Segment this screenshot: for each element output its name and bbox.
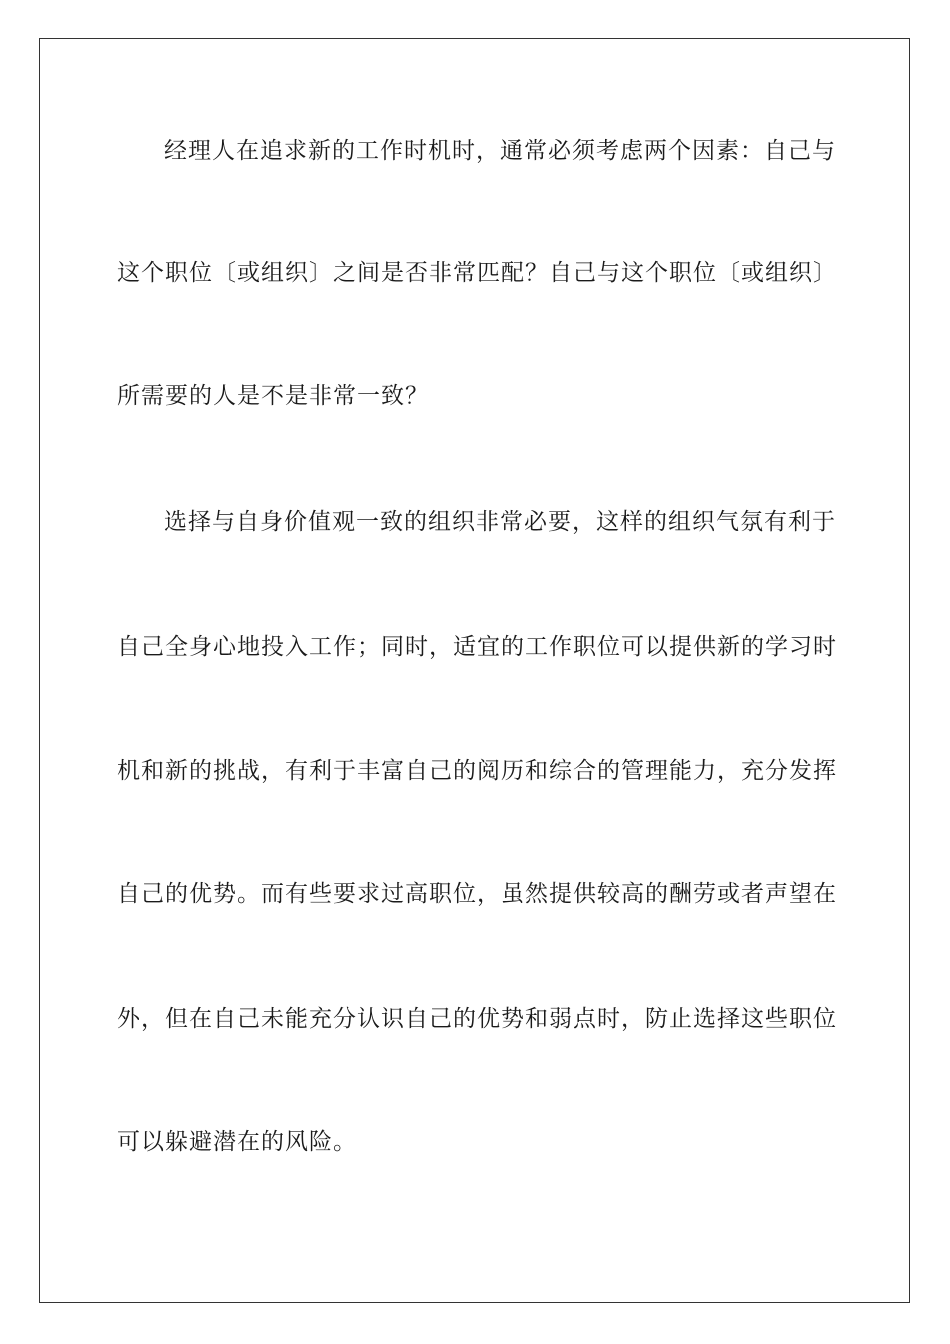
paragraph-line: 选择与自身价值观一致的组织非常必要，这样的组织气氛有利于 — [164, 509, 836, 535]
paragraph-line: 外，但在自己未能充分认识自己的优势和弱点时，防止选择这些职位 — [117, 1006, 837, 1032]
paragraph-line: 这个职位〔或组织〕之间是否非常匹配？自己与这个职位〔或组织〕 — [117, 260, 837, 286]
paragraph-line: 机和新的挑战，有利于丰富自己的阅历和综合的管理能力，充分发挥 — [117, 758, 837, 784]
page-border — [39, 38, 910, 1303]
paragraph-line: 经理人在追求新的工作时机时，通常必须考虑两个因素：自己与 — [164, 138, 836, 164]
paragraph-line: 自己全身心地投入工作；同时，适宜的工作职位可以提供新的学习时 — [117, 634, 837, 660]
paragraph-line: 自己的优势。而有些要求过高职位，虽然提供较高的酬劳或者声望在 — [117, 881, 837, 907]
paragraph-line: 可以躲避潜在的风险。 — [117, 1129, 357, 1155]
paragraph-line: 所需要的人是不是非常一致？ — [117, 383, 429, 409]
